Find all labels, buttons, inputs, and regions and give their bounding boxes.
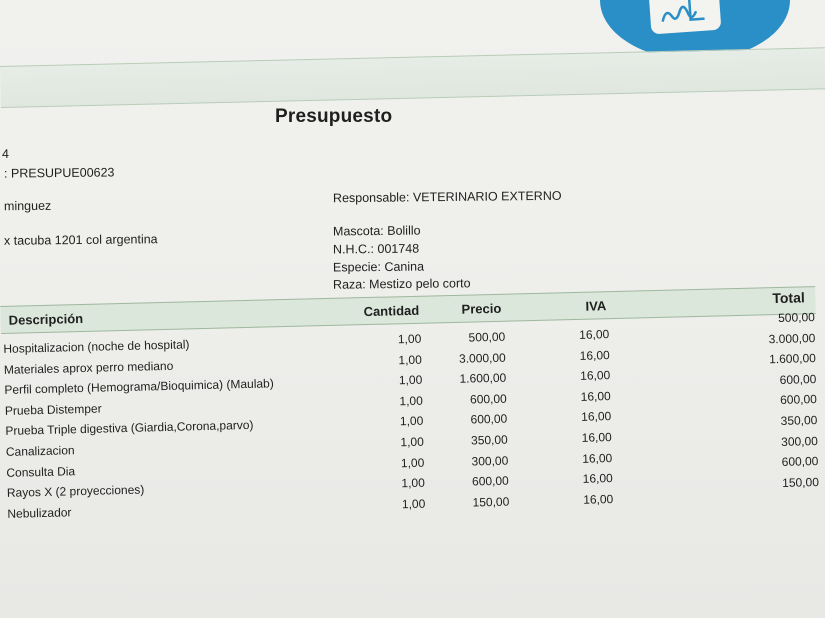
cell-descripcion: Materiales aprox perro mediano: [3, 358, 174, 377]
cell-cantidad: 1,00: [399, 414, 424, 429]
cell-iva: 16,00: [580, 388, 611, 404]
header-total: Total: [772, 289, 805, 307]
responsable: Responsable: VETERINARIO EXTERNO: [332, 188, 562, 206]
cell-precio: 150,00: [472, 494, 510, 510]
cell-precio: 3.000,00: [458, 350, 506, 366]
cell-total: 600,00: [781, 454, 819, 470]
cell-precio: 600,00: [471, 473, 509, 489]
cell-iva: 16,00: [581, 430, 612, 445]
cell-cantidad: 1,00: [397, 331, 422, 347]
cell-iva: 16,00: [579, 347, 610, 363]
cell-descripcion: Canalizacion: [5, 443, 75, 459]
cell-descripcion: Prueba Triple digestiva (Giardia,Corona,parvo): [5, 418, 254, 439]
cell-cantidad: 1,00: [399, 393, 423, 409]
cell-total: 600,00: [779, 371, 817, 387]
left-info-line-1: 4: [1, 146, 10, 162]
cell-precio: 300,00: [471, 453, 509, 469]
cell-iva: 16,00: [580, 368, 611, 384]
cell-descripcion: Prueba Distemper: [4, 401, 102, 418]
pet-name: Mascota: Bolillo: [332, 223, 421, 239]
cell-iva: 16,00: [582, 450, 613, 466]
cell-precio: 600,00: [469, 391, 507, 407]
cell-precio: 600,00: [470, 412, 508, 427]
client-address: x tacuba 1201 col argentina: [3, 232, 158, 248]
cell-descripcion: Nebulizador: [7, 505, 72, 521]
cell-iva: 16,00: [582, 471, 613, 487]
cell-descripcion: Hospitalizacion (noche de hospital): [3, 337, 190, 356]
cell-cantidad: 1,00: [400, 455, 425, 470]
cell-precio: 500,00: [468, 329, 506, 345]
cell-cantidad: 1,00: [398, 372, 423, 388]
document-title: Presupuesto: [275, 106, 393, 127]
cell-iva: 16,00: [583, 491, 614, 507]
pet-breed: Raza: Mestizo pelo corto: [332, 276, 471, 292]
cell-total: 600,00: [780, 392, 818, 408]
clinic-logo-mark: [649, 0, 722, 34]
cell-iva: 16,00: [579, 327, 610, 342]
pet-nhc: N.H.C.: 001748: [332, 241, 420, 257]
cell-cantidad: 1,00: [401, 475, 425, 491]
cell-cantidad: 1,00: [400, 434, 424, 450]
pet-species: Especie: Canina: [332, 259, 425, 275]
cell-total: 500,00: [777, 310, 816, 325]
cell-total: 300,00: [781, 433, 819, 449]
header-precio: Precio: [461, 300, 502, 317]
cell-total: 3.000,00: [768, 330, 816, 346]
budget-table: [0, 272, 825, 532]
header-band: [0, 47, 825, 108]
header-cantidad: Cantidad: [363, 302, 420, 320]
cell-precio: 1.600,00: [459, 370, 507, 386]
budget-number: : PRESUPUE00623: [3, 165, 115, 181]
header-descripcion: Descripción: [8, 310, 84, 328]
cell-descripcion: Perfil completo (Hemograma/Bioquimica) (Maulab): [4, 376, 274, 398]
cell-cantidad: 1,00: [398, 352, 422, 367]
cell-total: 350,00: [780, 413, 818, 428]
cell-precio: 350,00: [470, 432, 508, 448]
cell-cantidad: 1,00: [401, 496, 426, 512]
client-name: minguez: [3, 198, 52, 214]
cell-total: 150,00: [782, 474, 820, 490]
header-iva: IVA: [585, 298, 607, 314]
cell-descripcion: Rayos X (2 proyecciones): [6, 482, 145, 501]
cell-iva: 16,00: [581, 409, 612, 425]
cell-total: 1.600,00: [768, 351, 817, 367]
cell-descripcion: Consulta Dia: [6, 463, 76, 480]
